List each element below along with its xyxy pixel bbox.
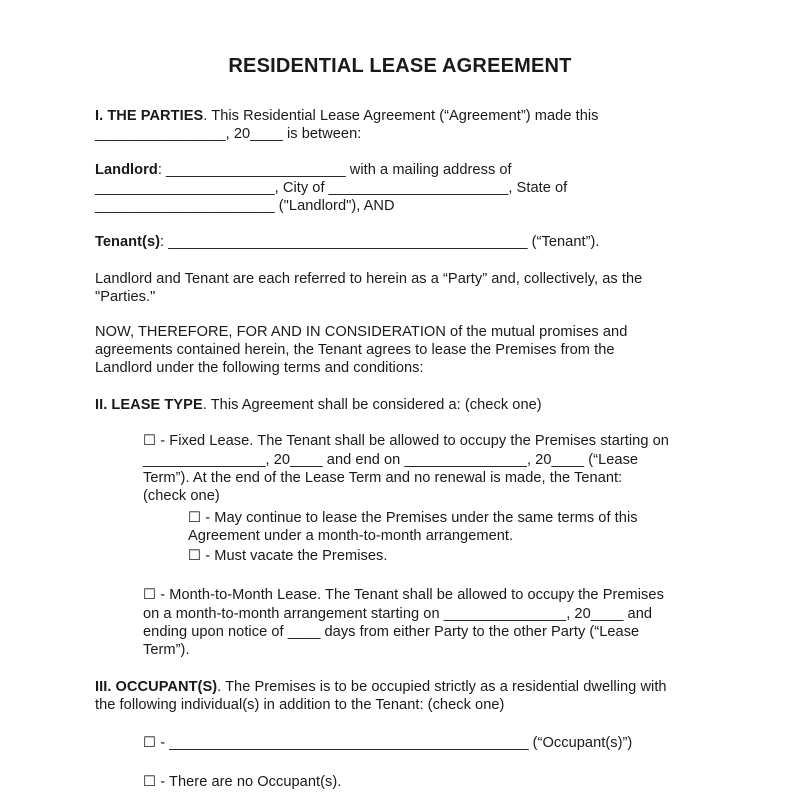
parties-line-2: ________________, 20____ is between:	[95, 126, 362, 142]
lease-type-line	[95, 396, 542, 414]
landlord-line-2: ______________________, City of ______________________, State of	[95, 180, 568, 196]
continue-lease-checkbox-line[interactable]: ☐ - May continue to lease the Premises under the same terms of this	[188, 510, 638, 526]
consideration-line-1: NOW, THEREFORE, FOR AND IN CONSIDERATION of the mutual promises and	[95, 324, 628, 340]
consideration-line-2: agreements contained herein, the Tenant agrees to lease the Premises from the	[95, 342, 615, 358]
fixed-lease-checkbox-line[interactable]: ☐ - Fixed Lease. The Tenant shall be allowed to occupy the Premises starting on	[143, 433, 669, 449]
landlord-label: Landlord	[95, 162, 158, 178]
occupants-line-1	[95, 678, 667, 696]
party-definition-line-1: Landlord and Tenant are each referred to herein as a “Party” and, collectively, as the	[95, 271, 643, 287]
continue-lease-line-2: Agreement under a month-to-month arrangement.	[188, 528, 514, 544]
parties-intro-text: . This Residential Lease Agreement (“Agreement”) made this	[203, 108, 599, 124]
parties-line-1	[95, 107, 599, 125]
tenant-line	[95, 233, 600, 251]
parties-heading: I. THE PARTIES	[95, 108, 204, 124]
occupants-line-2: the following individual(s) in addition to the Tenant: (check one)	[95, 697, 505, 713]
tenant-name-blank: : ____________________________________________ (“Tenant”).	[160, 234, 600, 250]
named-occupants-checkbox-line[interactable]: ☐ - ____________________________________________ (“Occupant(s)”)	[143, 735, 633, 751]
party-definition-line-2: "Parties."	[95, 289, 156, 305]
month-to-month-line-4: Term”).	[143, 642, 190, 658]
occupants-heading: III. OCCUPANT(S)	[95, 679, 218, 695]
lease-type-heading: II. LEASE TYPE	[95, 397, 203, 413]
fixed-lease-line-3: Term”). At the end of the Lease Term and no renewal is made, the Tenant:	[143, 470, 623, 486]
landlord-name-blank: : ______________________ with a mailing address of	[157, 162, 512, 178]
landlord-line-1	[95, 161, 512, 179]
document-title: RESIDENTIAL LEASE AGREEMENT	[228, 55, 572, 77]
no-occupants-checkbox-line[interactable]: ☐ - There are no Occupant(s).	[143, 774, 342, 790]
occupants-intro: . The Premises is to be occupied strictly as a residential dwelling with	[217, 679, 667, 695]
vacate-checkbox-line[interactable]: ☐ - Must vacate the Premises.	[188, 548, 388, 564]
consideration-line-3: Landlord under the following terms and conditions:	[95, 360, 424, 376]
month-to-month-checkbox-line[interactable]: ☐ - Month-to-Month Lease. The Tenant shall be allowed to occupy the Premises	[143, 587, 664, 603]
month-to-month-line-2: on a month-to-month arrangement starting on _______________, 20____ and	[143, 606, 653, 622]
fixed-lease-line-4: (check one)	[143, 488, 220, 504]
fixed-lease-line-2: _______________, 20____ and end on _______________, 20____ (“Lease	[143, 452, 639, 468]
landlord-line-3: ______________________ ("Landlord"), AND	[95, 198, 395, 214]
tenant-label: Tenant(s)	[95, 234, 161, 250]
month-to-month-line-3: ending upon notice of ____ days from either Party to the other Party (“Lease	[143, 624, 640, 640]
lease-type-intro: . This Agreement shall be considered a: (check one)	[202, 397, 542, 413]
